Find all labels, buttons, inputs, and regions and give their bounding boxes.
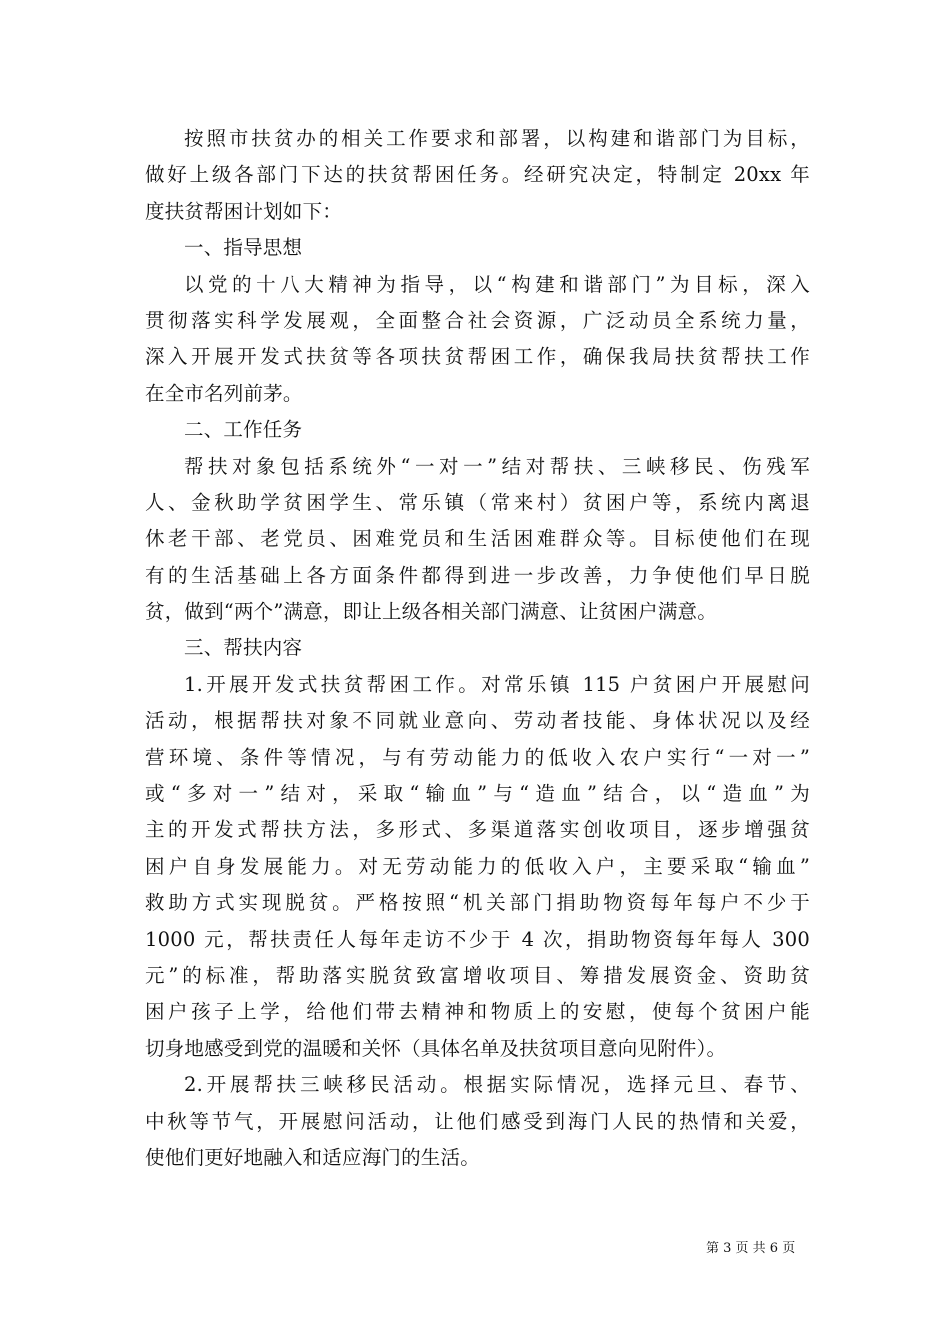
text-line: 按照市扶贫办的相关工作要求和部署，以构建和谐部门为目标， (184, 127, 810, 150)
text-line: 深入开展开发式扶贫等各项扶贫帮困工作，确保我局扶贫帮扶工作 (145, 345, 810, 369)
text-line: 切身地感受到党的温暖和关怀（具体名单及扶贫项目意向见附件）。 (145, 1036, 727, 1060)
section-heading-2 (145, 412, 810, 448)
page-indicator: 第 3 页 共 6 页 (706, 1241, 796, 1256)
text-line: 2.开展帮扶三峡移民活动。根据实际情况，选择元旦、春节、 (184, 1073, 810, 1097)
text-line: 使他们更好地融入和适应海门的生活。 (145, 1145, 480, 1169)
item-2-paragraph (145, 1067, 810, 1176)
text-line: 在全市名列前茅。 (145, 381, 303, 405)
section-heading: 三、帮扶内容 (184, 636, 303, 660)
text-line: 主的开发式帮扶方法，多形式、多渠道落实创收项目，逐步增强贫 (145, 818, 810, 842)
intro-paragraph (145, 121, 810, 230)
item-1-paragraph (145, 667, 810, 1067)
text-line: 1000 元，帮扶责任人每年走访不少于 4 次，捐助物资每年每人 300 (145, 927, 810, 951)
text-line: 度扶贫帮困计划如下： (145, 199, 343, 223)
guiding-thought-paragraph (145, 267, 810, 413)
text-line: 有的生活基础上各方面条件都得到进一步改善，力争使他们早日脱 (145, 563, 810, 587)
text-line: 1.开展开发式扶贫帮困工作。对常乐镇 115 户贫困户开展慰问 (184, 672, 810, 696)
section-heading-3 (145, 630, 810, 666)
section-heading: 二、工作任务 (184, 418, 303, 442)
text-line: 救助方式实现脱贫。严格按照“机关部门捐助物资每年每户不少于 (145, 891, 810, 915)
section-heading-1 (145, 230, 810, 266)
text-line: 中秋等节气，开展慰问活动，让他们感受到海门人民的热情和关爱， (145, 1109, 810, 1133)
work-tasks-paragraph (145, 449, 810, 631)
text-line: 贯彻落实科学发展观，全面整合社会资源，广泛动员全系统力量， (145, 308, 810, 332)
text-line: 以党的十八大精神为指导，以“构建和谐部门”为目标，深入 (184, 272, 810, 296)
text-line: 活动，根据帮扶对象不同就业意向、劳动者技能、身体状况以及经 (145, 709, 810, 733)
section-heading: 一、指导思想 (184, 236, 303, 260)
text-line: 做好上级各部门下达的扶贫帮困任务。经研究决定，特制定 20xx 年 (145, 163, 810, 187)
text-line: 贫，做到“两个”满意，即让上级各相关部门满意、让贫困户满意。 (145, 600, 717, 624)
text-line: 元”的标准，帮助落实脱贫致富增收项目、筹措发展资金、资助贫 (145, 963, 810, 987)
text-line: 困户孩子上学，给他们带去精神和物质上的安慰，使每个贫困户能 (145, 1000, 810, 1024)
text-line: 帮扶对象包括系统外“一对一”结对帮扶、三峡移民、伤残军 (184, 454, 810, 478)
text-line: 人、金秋助学贫困学生、常乐镇（常来村）贫困户等，系统内离退 (145, 490, 810, 514)
document-body (145, 121, 810, 1176)
text-line: 营环境、条件等情况，与有劳动能力的低收入农户实行“一对一” (145, 745, 810, 769)
text-line: 困户自身发展能力。对无劳动能力的低收入户，主要采取“输血” (145, 854, 810, 878)
text-line: 休老干部、老党员、困难党员和生活困难群众等。目标使他们在现 (145, 527, 810, 551)
text-line: 或“多对一”结对，采取“输血”与“造血”结合，以“造血”为 (145, 782, 810, 806)
